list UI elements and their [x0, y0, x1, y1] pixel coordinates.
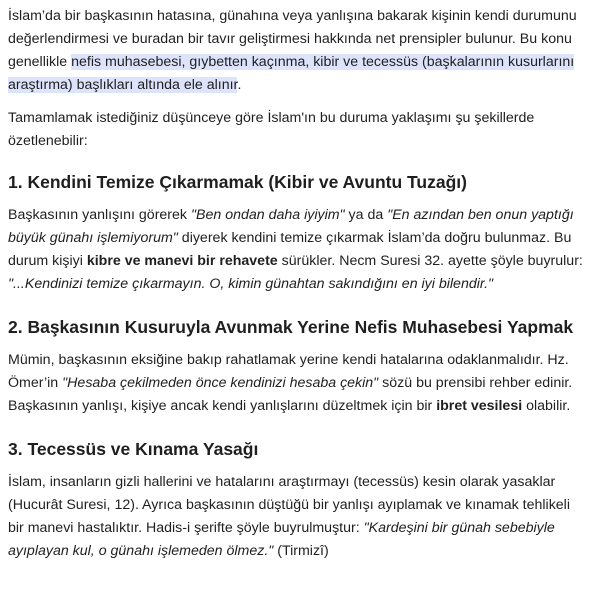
section-2-quote: "Hesaba çekilmeden önce kendinizi hesaba çekin"	[62, 375, 379, 391]
lead-paragraph: Tamamlamak istediğiniz düşünceye göre İslam'ın bu duruma yaklaşımı şu şekillerde özetlenebilir:	[8, 110, 535, 149]
section-1-bold: kibre ve manevi bir rehavete	[86, 253, 278, 269]
section-1-heading: 1. Kendini Temize Çıkarmamak (Kibir ve Avuntu Tuzağı)	[8, 172, 467, 192]
section-1-text: Başkasının yanlışını görerek	[8, 207, 191, 223]
intro-text: İslam’da bir başkasının hatasına, günahına veya yanlışına bakarak kişinin kendi durumunu değerlendirmesi ve buradan bir tavır geliştirmesi hakkında net prensipler bulunur. Bu konu genellikle	[8, 8, 577, 70]
section-3-paragraph	[8, 471, 586, 563]
section-2-text: olabilir.	[522, 398, 571, 414]
section-2-heading: 2. Başkasının Kusuruyla Avunmak Yerine Nefis Muhasebesi Yapmak	[8, 317, 574, 337]
section-3-heading: 3. Tecessüs ve Kınama Yasağı	[8, 439, 259, 459]
section-1-paragraph	[8, 204, 586, 296]
section-3-hadith-quote: "Kardeşini bir günah sebebiyle ayıplayan kul, o günahı işlemeden ölmez."	[8, 520, 555, 559]
section-2-text: sözü bu prensibi rehber edinir. Başkasının yanlışı, kişiye ancak kendi yanlışlarını düzeltmek için bir	[8, 375, 573, 414]
highlighted-text[interactable]: nefis muhasebesi, gıybetten kaçınma, kibir ve tecessüs (başkalarının kusurlarını araştırma) başlıkları altında ele alınır	[8, 54, 575, 93]
section-2-text: Mümin, başkasının eksiğine bakıp rahatlamak yerine kendi hatalarına odaklanmalıdır. Hz. Ömer’in	[8, 352, 569, 391]
section-1-text: sürükler. Necm Suresi 32. ayette şöyle buyrulur:	[277, 253, 583, 269]
section-1-text: diyerek kendini temize çıkarmak İslam’da doğru bulunmaz. Bu durum kişiyi	[8, 230, 572, 269]
section-3-text: İslam, insanların gizli hallerini ve hatalarını araştırmayı (tecessüs) kesin olarak yasaklar (Hucurât Suresi, 12). Ayrıca başkasının düştüğü bir yanlışı ayıplamak ve kınamak tehlikeli bir manevi hastalıktır. Hadis-i şerifte şöyle buyrulmuştur:	[8, 474, 570, 536]
section-1-text: ya da	[344, 207, 388, 223]
section-2-bold: ibret vesilesi	[436, 398, 523, 414]
section-1-quote: "Ben ondan daha iyiyim"	[190, 207, 345, 223]
section-3-text: (Tirmizî)	[273, 543, 329, 559]
section-1-verse-quote: "...Kendinizi temize çıkarmayın. O, kimin günahtan sakındığını en iyi bilendir."	[8, 276, 494, 292]
intro-paragraph	[8, 5, 586, 97]
intro-text-end: .	[237, 77, 242, 93]
section-2-paragraph	[8, 349, 586, 418]
section-1-quote: "En azından ben onun yaptığı büyük günahı işlemiyorum"	[8, 207, 574, 246]
